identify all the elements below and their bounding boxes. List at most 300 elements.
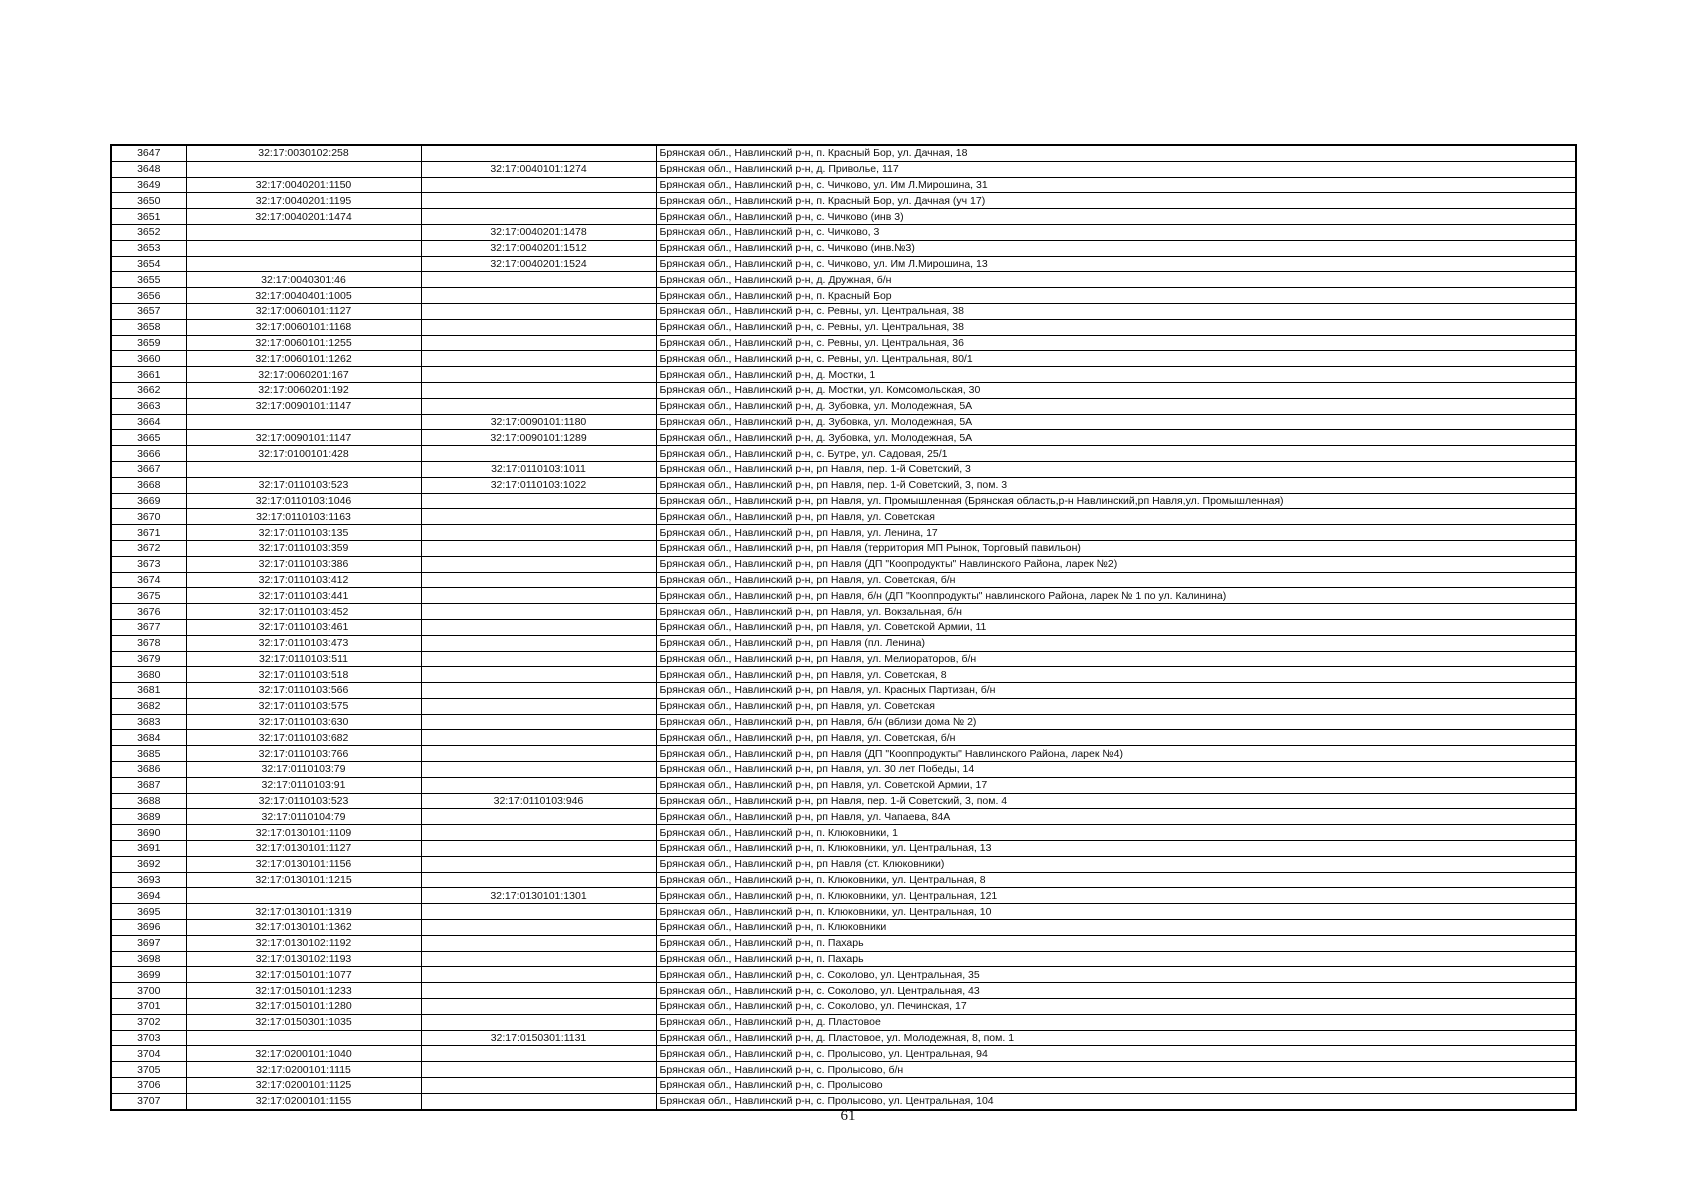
cadastral-number-cell: 32:17:0110103:523 <box>186 477 421 493</box>
cadastral-number-cell: 32:17:0100101:428 <box>186 446 421 462</box>
related-cadastral-number-cell <box>421 556 656 572</box>
row-number-cell: 3695 <box>111 904 186 920</box>
address-cell: Брянская обл., Навлинский р-н, с. Чичково, 3 <box>656 224 1576 240</box>
table-row <box>111 446 1576 462</box>
related-cadastral-number-cell <box>421 714 656 730</box>
address-cell: Брянская обл., Навлинский р-н, п. Пахарь <box>656 951 1576 967</box>
cadastral-number-cell <box>186 224 421 240</box>
related-cadastral-number-cell <box>421 351 656 367</box>
table-row <box>111 1078 1576 1094</box>
row-number-cell: 3660 <box>111 351 186 367</box>
page-number: 61 <box>840 1108 856 1124</box>
table-row <box>111 872 1576 888</box>
row-number-cell: 3672 <box>111 540 186 556</box>
row-number-cell: 3651 <box>111 209 186 225</box>
address-cell: Брянская обл., Навлинский р-н, с. Пролысово, б/н <box>656 1062 1576 1078</box>
table-row <box>111 888 1576 904</box>
address-cell: Брянская обл., Навлинский р-н, с. Чичково, ул. Им Л.Мирошина, 31 <box>656 177 1576 193</box>
row-number-cell: 3694 <box>111 888 186 904</box>
related-cadastral-number-cell <box>421 825 656 841</box>
cadastral-number-cell: 32:17:0060101:1168 <box>186 319 421 335</box>
row-number-cell: 3647 <box>111 145 186 161</box>
related-cadastral-number-cell <box>421 999 656 1015</box>
related-cadastral-number-cell <box>421 1046 656 1062</box>
row-number-cell: 3667 <box>111 461 186 477</box>
table-row <box>111 651 1576 667</box>
related-cadastral-number-cell <box>421 856 656 872</box>
address-cell: Брянская обл., Навлинский р-н, рп Навля (ДП "Кoопродукты" Навлинского Района, ларек №2) <box>656 556 1576 572</box>
address-cell: Брянская обл., Навлинский р-н, рп Навля, ул. Чапаева, 84А <box>656 809 1576 825</box>
cadastral-number-cell: 32:17:0040201:1150 <box>186 177 421 193</box>
row-number-cell: 3674 <box>111 572 186 588</box>
cadastral-number-cell: 32:17:0130101:1127 <box>186 841 421 857</box>
row-number-cell: 3703 <box>111 1030 186 1046</box>
address-cell: Брянская обл., Навлинский р-н, п. Клюковники, ул. Центральная, 10 <box>656 904 1576 920</box>
address-cell: Брянская обл., Навлинский р-н, рп Навля, пер. 1-й Советский, 3 <box>656 461 1576 477</box>
related-cadastral-number-cell <box>421 777 656 793</box>
related-cadastral-number-cell <box>421 509 656 525</box>
cadastral-number-cell <box>186 1030 421 1046</box>
related-cadastral-number-cell <box>421 983 656 999</box>
cadastral-number-cell: 32:17:0060201:192 <box>186 382 421 398</box>
row-number-cell: 3666 <box>111 446 186 462</box>
row-number-cell: 3665 <box>111 430 186 446</box>
row-number-cell: 3663 <box>111 398 186 414</box>
cadastral-number-cell: 32:17:0150101:1233 <box>186 983 421 999</box>
related-cadastral-number-cell <box>421 572 656 588</box>
cadastral-number-cell: 32:17:0110103:682 <box>186 730 421 746</box>
address-cell: Брянская обл., Навлинский р-н, с. Соколово, ул. Центральная, 35 <box>656 967 1576 983</box>
table-row <box>111 714 1576 730</box>
table-row <box>111 856 1576 872</box>
address-cell: Брянская обл., Навлинский р-н, п. Красный Бор, ул. Дачная, 18 <box>656 145 1576 161</box>
row-number-cell: 3687 <box>111 777 186 793</box>
table-row <box>111 572 1576 588</box>
table-row <box>111 303 1576 319</box>
address-cell: Брянская обл., Навлинский р-н, с. Ревны, ул. Центральная, 38 <box>656 319 1576 335</box>
cadastral-number-cell: 32:17:0110103:518 <box>186 667 421 683</box>
address-cell: Брянская обл., Навлинский р-н, рп Навля, ул. Советская <box>656 698 1576 714</box>
cadastral-number-cell <box>186 461 421 477</box>
table-row <box>111 209 1576 225</box>
table-row <box>111 604 1576 620</box>
address-cell: Брянская обл., Навлинский р-н, п. Клюковники, ул. Центральная, 13 <box>656 841 1576 857</box>
related-cadastral-number-cell: 32:17:0040101:1274 <box>421 161 656 177</box>
address-cell: Брянская обл., Навлинский р-н, п. Красный Бор <box>656 288 1576 304</box>
cadastral-number-cell: 32:17:0110103:1163 <box>186 509 421 525</box>
registry-table-body <box>111 145 1576 1110</box>
related-cadastral-number-cell: 32:17:0090101:1289 <box>421 430 656 446</box>
row-number-cell: 3678 <box>111 635 186 651</box>
table-row <box>111 809 1576 825</box>
table-row <box>111 983 1576 999</box>
cadastral-number-cell: 32:17:0110103:630 <box>186 714 421 730</box>
table-row <box>111 999 1576 1015</box>
registry-table <box>110 144 1577 1111</box>
cadastral-number-cell: 32:17:0110103:473 <box>186 635 421 651</box>
related-cadastral-number-cell: 32:17:0090101:1180 <box>421 414 656 430</box>
address-cell: Брянская обл., Навлинский р-н, д. Зубовка, ул. Молодежная, 5А <box>656 430 1576 446</box>
address-cell: Брянская обл., Навлинский р-н, рп Навля, ул. Советская, б/н <box>656 572 1576 588</box>
related-cadastral-number-cell <box>421 935 656 951</box>
row-number-cell: 3683 <box>111 714 186 730</box>
address-cell: Брянская обл., Навлинский р-н, п. Клюковники, ул. Центральная, 8 <box>656 872 1576 888</box>
related-cadastral-number-cell <box>421 683 656 699</box>
row-number-cell: 3681 <box>111 683 186 699</box>
table-row <box>111 525 1576 541</box>
related-cadastral-number-cell <box>421 303 656 319</box>
cadastral-number-cell: 32:17:0110103:461 <box>186 619 421 635</box>
cadastral-number-cell: 32:17:0090101:1147 <box>186 398 421 414</box>
row-number-cell: 3690 <box>111 825 186 841</box>
related-cadastral-number-cell <box>421 951 656 967</box>
table-row <box>111 556 1576 572</box>
address-cell: Брянская обл., Навлинский р-н, рп Навля, ул. Красных Партизан, б/н <box>656 683 1576 699</box>
table-row <box>111 588 1576 604</box>
row-number-cell: 3656 <box>111 288 186 304</box>
related-cadastral-number-cell <box>421 872 656 888</box>
cadastral-number-cell: 32:17:0130101:1156 <box>186 856 421 872</box>
table-row <box>111 730 1576 746</box>
related-cadastral-number-cell <box>421 667 656 683</box>
registry-sheet <box>110 144 1575 1111</box>
address-cell: Брянская обл., Навлинский р-н, с. Чичково (инв 3) <box>656 209 1576 225</box>
table-row <box>111 477 1576 493</box>
address-cell: Брянская обл., Навлинский р-н, д. Приволье, 117 <box>656 161 1576 177</box>
cadastral-number-cell: 32:17:0060101:1262 <box>186 351 421 367</box>
row-number-cell: 3688 <box>111 793 186 809</box>
row-number-cell: 3693 <box>111 872 186 888</box>
address-cell: Брянская обл., Навлинский р-н, д. Пластовое <box>656 1014 1576 1030</box>
cadastral-number-cell: 32:17:0150301:1035 <box>186 1014 421 1030</box>
row-number-cell: 3661 <box>111 367 186 383</box>
cadastral-number-cell: 32:17:0110103:1046 <box>186 493 421 509</box>
related-cadastral-number-cell <box>421 746 656 762</box>
address-cell: Брянская обл., Навлинский р-н, рп Навля, ул. Советская, б/н <box>656 730 1576 746</box>
related-cadastral-number-cell: 32:17:0130101:1301 <box>421 888 656 904</box>
address-cell: Брянская обл., Навлинский р-н, с. Чичково (инв.№3) <box>656 240 1576 256</box>
cadastral-number-cell: 32:17:0130101:1215 <box>186 872 421 888</box>
address-cell: Брянская обл., Навлинский р-н, рп Навля (ст. Клюковники) <box>656 856 1576 872</box>
address-cell: Брянская обл., Навлинский р-н, д. Мостки, 1 <box>656 367 1576 383</box>
cadastral-number-cell: 32:17:0110103:412 <box>186 572 421 588</box>
related-cadastral-number-cell: 32:17:0110103:1011 <box>421 461 656 477</box>
cadastral-number-cell: 32:17:0040201:1195 <box>186 193 421 209</box>
address-cell: Брянская обл., Навлинский р-н, рп Навля, ул. Советская <box>656 509 1576 525</box>
address-cell: Брянская обл., Навлинский р-н, рп Навля, б/н (вблизи дома № 2) <box>656 714 1576 730</box>
cadastral-number-cell: 32:17:0030102:258 <box>186 145 421 161</box>
address-cell: Брянская обл., Навлинский р-н, п. Клюковники <box>656 920 1576 936</box>
related-cadastral-number-cell <box>421 493 656 509</box>
cadastral-number-cell: 32:17:0130101:1319 <box>186 904 421 920</box>
address-cell: Брянская обл., Навлинский р-н, рп Навля (территория МП Рынок, Торговый павильон) <box>656 540 1576 556</box>
address-cell: Брянская обл., Навлинский р-н, с. Пролысово, ул. Центральная, 94 <box>656 1046 1576 1062</box>
table-row <box>111 398 1576 414</box>
address-cell: Брянская обл., Навлинский р-н, рп Навля, ул. 30 лет Победы, 14 <box>656 762 1576 778</box>
row-number-cell: 3662 <box>111 382 186 398</box>
address-cell: Брянская обл., Навлинский р-н, рп Навля, ул. Вокзальная, б/н <box>656 604 1576 620</box>
address-cell: Брянская обл., Навлинский р-н, п. Клюковники, ул. Центральная, 121 <box>656 888 1576 904</box>
address-cell: Брянская обл., Навлинский р-н, с. Чичково, ул. Им Л.Мирошина, 13 <box>656 256 1576 272</box>
related-cadastral-number-cell <box>421 920 656 936</box>
related-cadastral-number-cell: 32:17:0040201:1478 <box>421 224 656 240</box>
related-cadastral-number-cell <box>421 288 656 304</box>
related-cadastral-number-cell <box>421 1014 656 1030</box>
cadastral-number-cell: 32:17:0110103:441 <box>186 588 421 604</box>
table-row <box>111 1030 1576 1046</box>
row-number-cell: 3675 <box>111 588 186 604</box>
row-number-cell: 3652 <box>111 224 186 240</box>
table-row <box>111 177 1576 193</box>
related-cadastral-number-cell <box>421 272 656 288</box>
cadastral-number-cell: 32:17:0040301:46 <box>186 272 421 288</box>
address-cell: Брянская обл., Навлинский р-н, рп Навля, ул. Советская, 8 <box>656 667 1576 683</box>
table-row <box>111 509 1576 525</box>
table-row <box>111 951 1576 967</box>
cadastral-number-cell: 32:17:0110103:523 <box>186 793 421 809</box>
cadastral-number-cell: 32:17:0110103:575 <box>186 698 421 714</box>
cadastral-number-cell: 32:17:0060101:1127 <box>186 303 421 319</box>
related-cadastral-number-cell <box>421 525 656 541</box>
related-cadastral-number-cell <box>421 619 656 635</box>
related-cadastral-number-cell <box>421 841 656 857</box>
table-row <box>111 367 1576 383</box>
cadastral-number-cell: 32:17:0200101:1115 <box>186 1062 421 1078</box>
table-row <box>111 272 1576 288</box>
address-cell: Брянская обл., Навлинский р-н, рп Навля, пер. 1-й Советский, 3, пом. 3 <box>656 477 1576 493</box>
related-cadastral-number-cell <box>421 730 656 746</box>
row-number-cell: 3677 <box>111 619 186 635</box>
table-row <box>111 288 1576 304</box>
table-row <box>111 145 1576 161</box>
row-number-cell: 3682 <box>111 698 186 714</box>
address-cell: Брянская обл., Навлинский р-н, с. Бутре, ул. Садовая, 25/1 <box>656 446 1576 462</box>
table-row <box>111 335 1576 351</box>
table-row <box>111 667 1576 683</box>
row-number-cell: 3700 <box>111 983 186 999</box>
related-cadastral-number-cell: 32:17:0040201:1512 <box>421 240 656 256</box>
cadastral-number-cell: 32:17:0110103:511 <box>186 651 421 667</box>
row-number-cell: 3669 <box>111 493 186 509</box>
related-cadastral-number-cell <box>421 398 656 414</box>
cadastral-number-cell: 32:17:0040401:1005 <box>186 288 421 304</box>
cadastral-number-cell: 32:17:0110103:135 <box>186 525 421 541</box>
table-row <box>111 161 1576 177</box>
address-cell: Брянская обл., Навлинский р-н, п. Пахарь <box>656 935 1576 951</box>
related-cadastral-number-cell: 32:17:0110103:1022 <box>421 477 656 493</box>
cadastral-number-cell: 32:17:0200101:1155 <box>186 1093 421 1109</box>
row-number-cell: 3689 <box>111 809 186 825</box>
address-cell: Брянская обл., Навлинский р-н, д. Пластовое, ул. Молодежная, 8, пом. 1 <box>656 1030 1576 1046</box>
table-row <box>111 382 1576 398</box>
related-cadastral-number-cell <box>421 604 656 620</box>
row-number-cell: 3706 <box>111 1078 186 1094</box>
related-cadastral-number-cell <box>421 193 656 209</box>
row-number-cell: 3680 <box>111 667 186 683</box>
address-cell: Брянская обл., Навлинский р-н, с. Пролысово, ул. Центральная, 104 <box>656 1093 1576 1109</box>
address-cell: Брянская обл., Навлинский р-н, д. Дружная, б/н <box>656 272 1576 288</box>
related-cadastral-number-cell <box>421 651 656 667</box>
row-number-cell: 3699 <box>111 967 186 983</box>
table-row <box>111 920 1576 936</box>
address-cell: Брянская обл., Навлинский р-н, с. Ревны, ул. Центральная, 38 <box>656 303 1576 319</box>
table-row <box>111 762 1576 778</box>
related-cadastral-number-cell <box>421 762 656 778</box>
related-cadastral-number-cell <box>421 177 656 193</box>
related-cadastral-number-cell <box>421 540 656 556</box>
row-number-cell: 3697 <box>111 935 186 951</box>
table-row <box>111 224 1576 240</box>
cadastral-number-cell: 32:17:0130101:1109 <box>186 825 421 841</box>
cadastral-number-cell: 32:17:0150101:1077 <box>186 967 421 983</box>
address-cell: Брянская обл., Навлинский р-н, с. Соколово, ул. Центральная, 43 <box>656 983 1576 999</box>
related-cadastral-number-cell <box>421 809 656 825</box>
cadastral-number-cell <box>186 414 421 430</box>
cadastral-number-cell: 32:17:0060201:167 <box>186 367 421 383</box>
cadastral-number-cell: 32:17:0150101:1280 <box>186 999 421 1015</box>
cadastral-number-cell <box>186 888 421 904</box>
cadastral-number-cell: 32:17:0110103:766 <box>186 746 421 762</box>
address-cell: Брянская обл., Навлинский р-н, рп Навля, ул. Советской Армии, 11 <box>656 619 1576 635</box>
address-cell: Брянская обл., Навлинский р-н, рп Навля (пл. Ленина) <box>656 635 1576 651</box>
related-cadastral-number-cell <box>421 319 656 335</box>
row-number-cell: 3659 <box>111 335 186 351</box>
cadastral-number-cell: 32:17:0130102:1192 <box>186 935 421 951</box>
row-number-cell: 3658 <box>111 319 186 335</box>
table-row <box>111 351 1576 367</box>
row-number-cell: 3653 <box>111 240 186 256</box>
address-cell: Брянская обл., Навлинский р-н, рп Навля, ул. Советской Армии, 17 <box>656 777 1576 793</box>
table-row <box>111 967 1576 983</box>
address-cell: Брянская обл., Навлинский р-н, д. Зубовка, ул. Молодежная, 5А <box>656 398 1576 414</box>
table-row <box>111 414 1576 430</box>
row-number-cell: 3655 <box>111 272 186 288</box>
related-cadastral-number-cell <box>421 967 656 983</box>
related-cadastral-number-cell <box>421 209 656 225</box>
address-cell: Брянская обл., Навлинский р-н, рп Навля, ул. Ленина, 17 <box>656 525 1576 541</box>
related-cadastral-number-cell <box>421 698 656 714</box>
cadastral-number-cell: 32:17:0110104:79 <box>186 809 421 825</box>
row-number-cell: 3664 <box>111 414 186 430</box>
row-number-cell: 3679 <box>111 651 186 667</box>
cadastral-number-cell <box>186 256 421 272</box>
cadastral-number-cell: 32:17:0130102:1193 <box>186 951 421 967</box>
row-number-cell: 3704 <box>111 1046 186 1062</box>
table-row <box>111 193 1576 209</box>
table-row <box>111 540 1576 556</box>
address-cell: Брянская обл., Навлинский р-н, рп Навля, пер. 1-й Советский, 3, пом. 4 <box>656 793 1576 809</box>
related-cadastral-number-cell <box>421 367 656 383</box>
row-number-cell: 3668 <box>111 477 186 493</box>
table-row <box>111 841 1576 857</box>
address-cell: Брянская обл., Навлинский р-н, п. Клюковники, 1 <box>656 825 1576 841</box>
table-row <box>111 683 1576 699</box>
row-number-cell: 3649 <box>111 177 186 193</box>
cadastral-number-cell: 32:17:0040201:1474 <box>186 209 421 225</box>
address-cell: Брянская обл., Навлинский р-н, рп Навля (ДП "Кооппродукты" Навлинского Района, ларек №4) <box>656 746 1576 762</box>
row-number-cell: 3673 <box>111 556 186 572</box>
row-number-cell: 3650 <box>111 193 186 209</box>
cadastral-number-cell <box>186 161 421 177</box>
row-number-cell: 3707 <box>111 1093 186 1109</box>
address-cell: Брянская обл., Навлинский р-н, п. Красный Бор, ул. Дачная (уч 17) <box>656 193 1576 209</box>
related-cadastral-number-cell <box>421 382 656 398</box>
table-row <box>111 319 1576 335</box>
table-row <box>111 619 1576 635</box>
related-cadastral-number-cell <box>421 446 656 462</box>
table-row <box>111 1014 1576 1030</box>
cadastral-number-cell: 32:17:0110103:79 <box>186 762 421 778</box>
table-row <box>111 746 1576 762</box>
table-row <box>111 1062 1576 1078</box>
cadastral-number-cell: 32:17:0110103:566 <box>186 683 421 699</box>
table-row <box>111 904 1576 920</box>
address-cell: Брянская обл., Навлинский р-н, д. Мостки, ул. Комсомольская, 30 <box>656 382 1576 398</box>
table-row <box>111 825 1576 841</box>
table-row <box>111 240 1576 256</box>
row-number-cell: 3657 <box>111 303 186 319</box>
cadastral-number-cell: 32:17:0200101:1125 <box>186 1078 421 1094</box>
cadastral-number-cell: 32:17:0110103:386 <box>186 556 421 572</box>
row-number-cell: 3684 <box>111 730 186 746</box>
address-cell: Брянская обл., Навлинский р-н, с. Соколово, ул. Печинская, 17 <box>656 999 1576 1015</box>
related-cadastral-number-cell <box>421 588 656 604</box>
table-row <box>111 635 1576 651</box>
row-number-cell: 3648 <box>111 161 186 177</box>
address-cell: Брянская обл., Навлинский р-н, д. Зубовка, ул. Молодежная, 5А <box>656 414 1576 430</box>
row-number-cell: 3691 <box>111 841 186 857</box>
related-cadastral-number-cell <box>421 145 656 161</box>
table-row <box>111 256 1576 272</box>
row-number-cell: 3696 <box>111 920 186 936</box>
cadastral-number-cell: 32:17:0090101:1147 <box>186 430 421 446</box>
address-cell: Брянская обл., Навлинский р-н, с. Пролысово <box>656 1078 1576 1094</box>
table-row <box>111 793 1576 809</box>
row-number-cell: 3670 <box>111 509 186 525</box>
cadastral-number-cell: 32:17:0110103:91 <box>186 777 421 793</box>
cadastral-number-cell <box>186 240 421 256</box>
cadastral-number-cell: 32:17:0130101:1362 <box>186 920 421 936</box>
related-cadastral-number-cell: 32:17:0110103:946 <box>421 793 656 809</box>
table-row <box>111 1046 1576 1062</box>
related-cadastral-number-cell <box>421 635 656 651</box>
row-number-cell: 3692 <box>111 856 186 872</box>
address-cell: Брянская обл., Навлинский р-н, с. Ревны, ул. Центральная, 36 <box>656 335 1576 351</box>
cadastral-number-cell: 32:17:0110103:452 <box>186 604 421 620</box>
row-number-cell: 3671 <box>111 525 186 541</box>
row-number-cell: 3702 <box>111 1014 186 1030</box>
row-number-cell: 3686 <box>111 762 186 778</box>
row-number-cell: 3676 <box>111 604 186 620</box>
related-cadastral-number-cell <box>421 904 656 920</box>
related-cadastral-number-cell: 32:17:0150301:1131 <box>421 1030 656 1046</box>
cadastral-number-cell: 32:17:0110103:359 <box>186 540 421 556</box>
table-row <box>111 430 1576 446</box>
related-cadastral-number-cell: 32:17:0040201:1524 <box>421 256 656 272</box>
related-cadastral-number-cell <box>421 1078 656 1094</box>
address-cell: Брянская обл., Навлинский р-н, рп Навля, ул. Мелиораторов, б/н <box>656 651 1576 667</box>
row-number-cell: 3701 <box>111 999 186 1015</box>
row-number-cell: 3685 <box>111 746 186 762</box>
row-number-cell: 3698 <box>111 951 186 967</box>
related-cadastral-number-cell <box>421 1062 656 1078</box>
table-row <box>111 698 1576 714</box>
row-number-cell: 3705 <box>111 1062 186 1078</box>
row-number-cell: 3654 <box>111 256 186 272</box>
cadastral-number-cell: 32:17:0200101:1040 <box>186 1046 421 1062</box>
address-cell: Брянская обл., Навлинский р-н, с. Ревны, ул. Центральная, 80/1 <box>656 351 1576 367</box>
address-cell: Брянская обл., Навлинский р-н, рп Навля, б/н (ДП "Кооппродукты" навлинского Района, ларек № 1 по ул. Калинина) <box>656 588 1576 604</box>
